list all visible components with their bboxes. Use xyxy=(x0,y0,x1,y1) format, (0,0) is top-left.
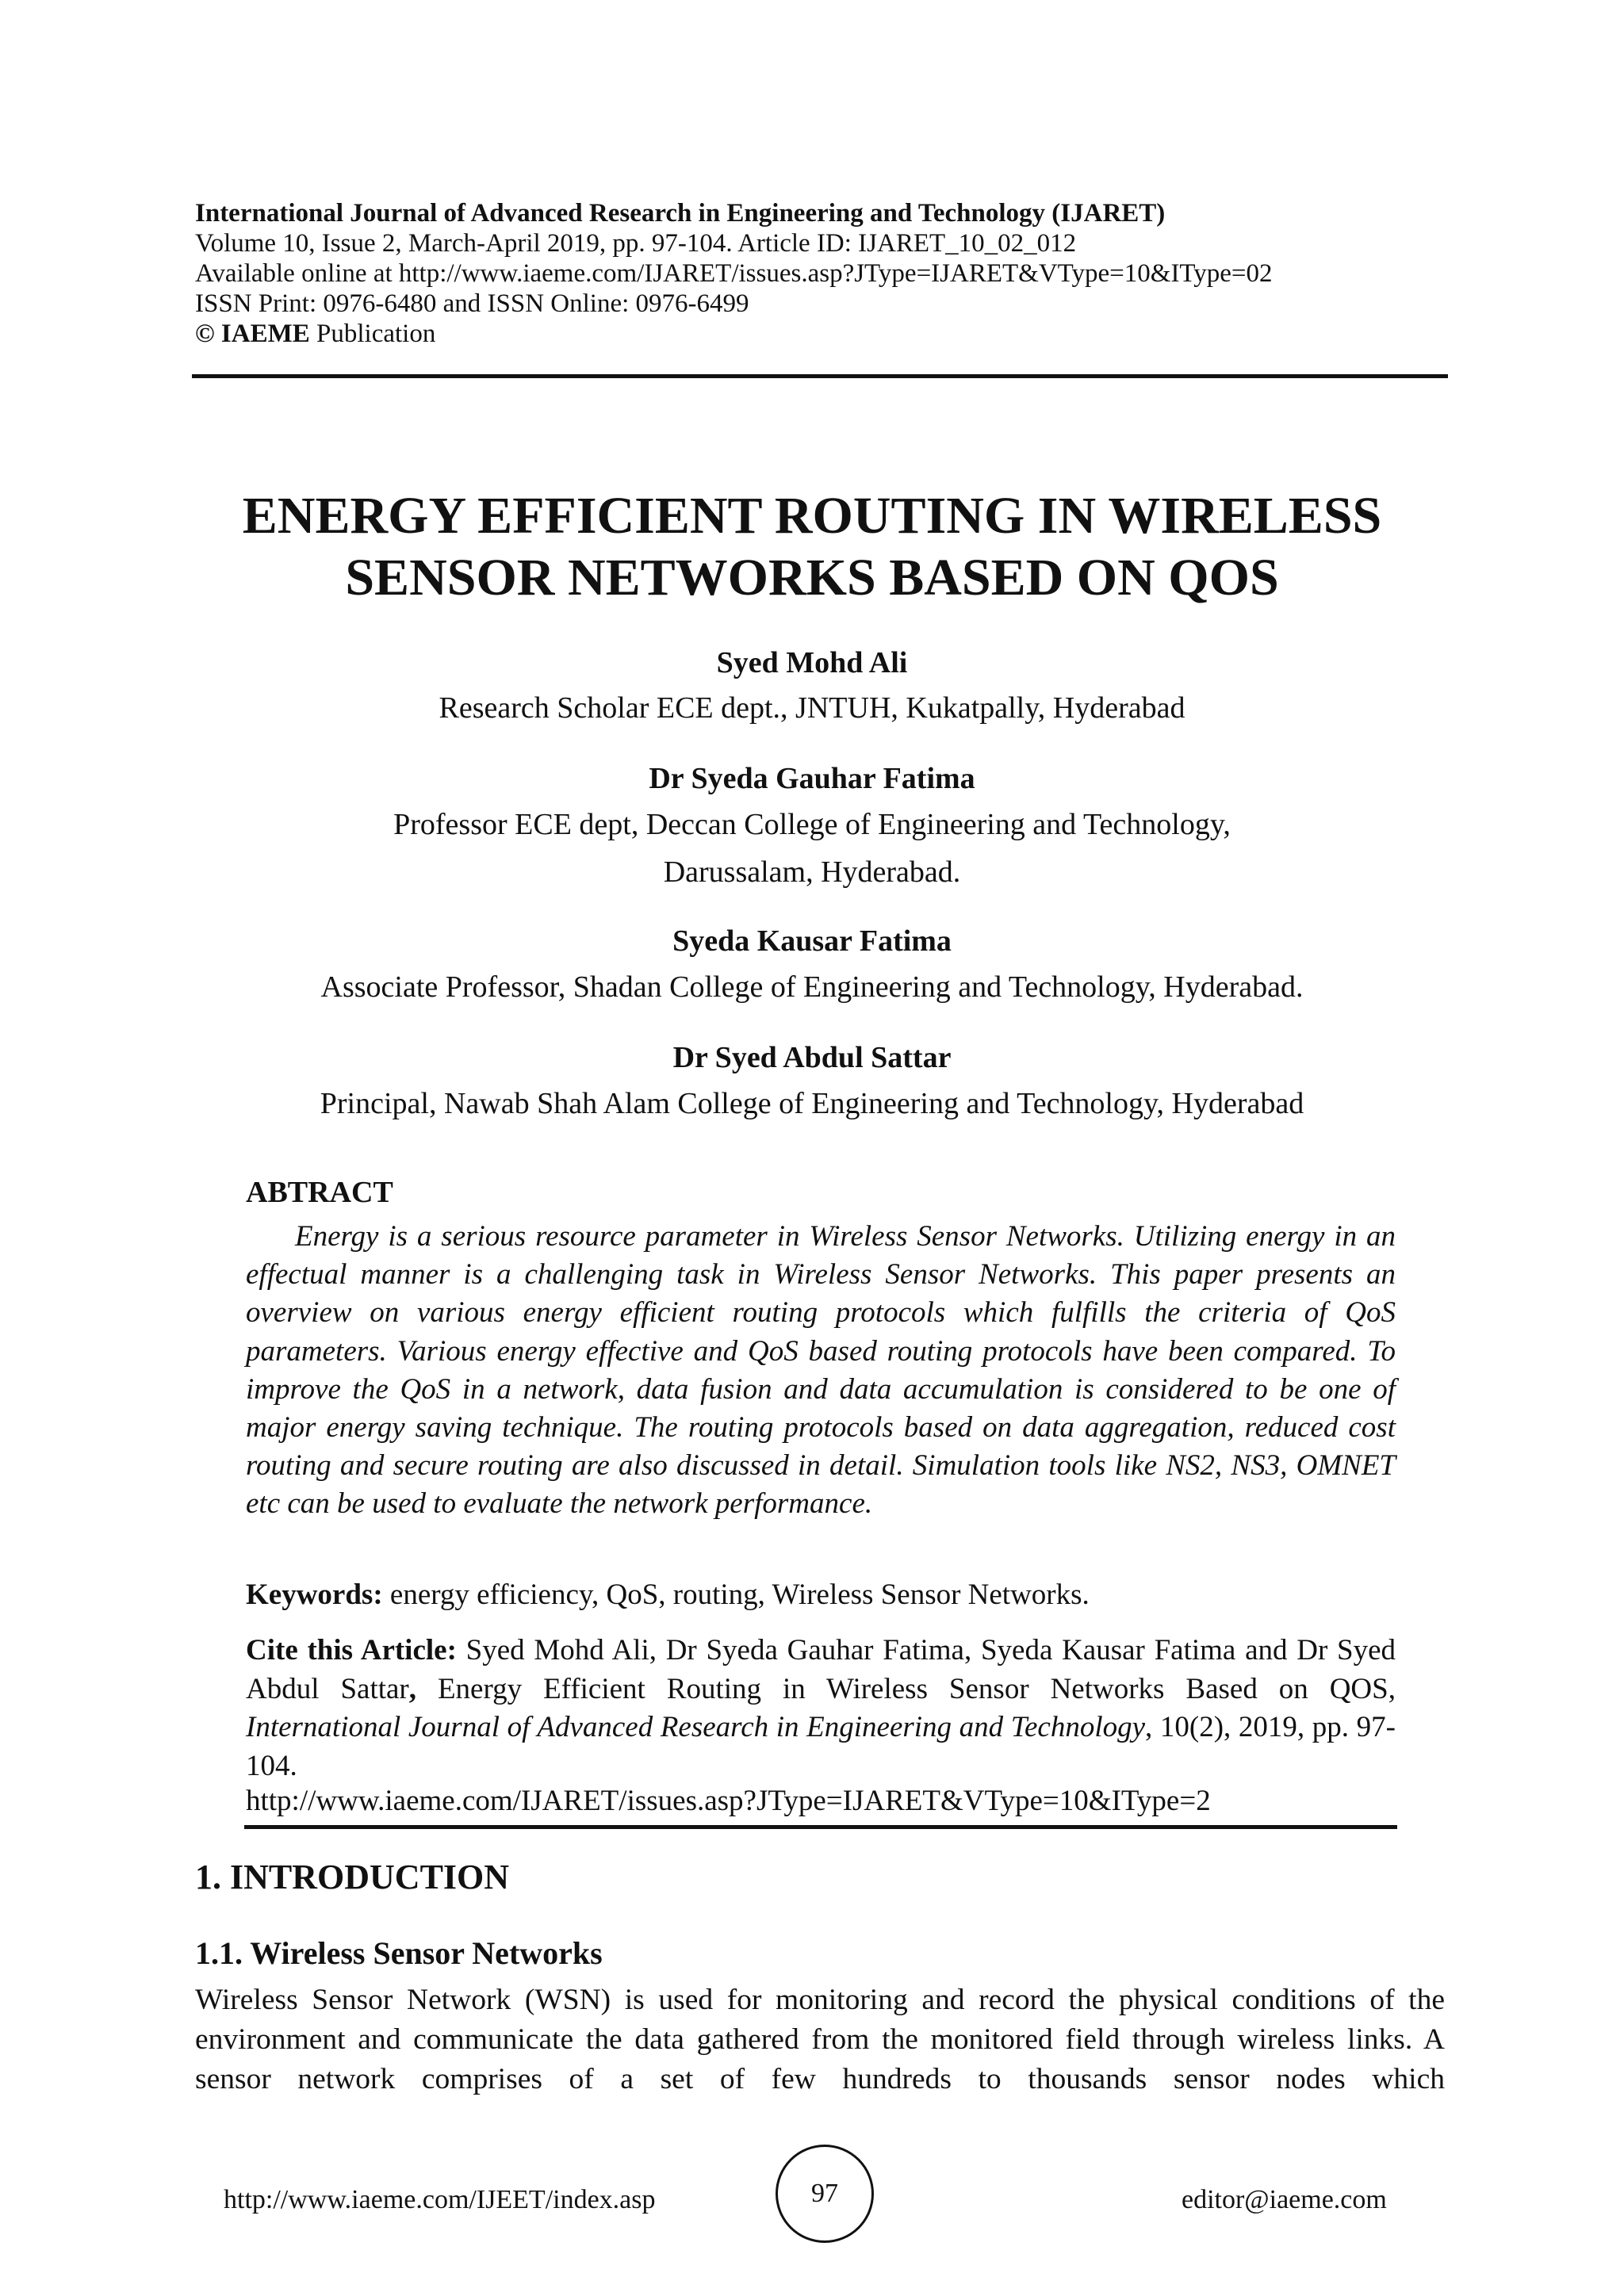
publisher-suffix: Publication xyxy=(309,320,436,348)
cite-comma: , xyxy=(408,1672,416,1705)
copyright-symbol: © xyxy=(195,320,215,348)
keywords-label: Keywords: xyxy=(246,1578,383,1611)
cite-authors: Syed Mohd Ali, Dr Syeda Gauhar Fatima, Syeda Kausar Fatima and Dr Syed Abdul Sattar xyxy=(246,1634,1396,1705)
author-name-2: Dr Syeda Gauhar Fatima xyxy=(649,762,975,795)
paper-title xyxy=(159,485,1465,609)
page-number: 97 xyxy=(811,2179,838,2208)
abstract-heading: ABTRACT xyxy=(246,1176,393,1209)
cite-details: , 10(2), 2019, pp. 97-104. xyxy=(246,1711,1396,1782)
footer-email-link[interactable]: editor@iaeme.com xyxy=(1182,2185,1387,2214)
abstract-body: Energy is a serious resource parameter in Wireless Sensor Networks. Utilizing energy in an effectual manner is a challenging task in Wireless Sensor Networks. This paper presents an overview on various energy efficient routing protocols which fulfills the criteria of QoS parameters. Various energy effective and QoS based routing protocols have been compared. To improve the QoS in a network, data fusion and data accumulation is considered to be one of major energy saving technique. The routing protocols based on data aggregation, reduced cost routing and secure routing are also discussed in detail. Simulation tools like NS2, NS3, OMNET etc can be used to evaluate the network performance. xyxy=(246,1220,1396,1521)
header-divider xyxy=(192,374,1448,378)
author-affiliation-2b: Darussalam, Hyderabad. xyxy=(663,855,961,889)
cite-title: Energy Efficient Routing in Wireless Sensor Networks Based on QOS, xyxy=(416,1672,1396,1705)
available-online-line[interactable]: Available online at http://www.iaeme.com/IJARET/issues.asp?JType=IJARET&VType=10&IType=02 xyxy=(195,259,1273,288)
title-line-1: ENERGY EFFICIENT ROUTING IN WIRELESS xyxy=(242,487,1382,545)
section-heading-introduction: 1. INTRODUCTION xyxy=(195,1858,510,1896)
introduction-body: Wireless Sensor Network (WSN) is used for monitoring and record the physical conditions of the environment and communicate the data gathered from the monitored field through wireless links. A sensor network comprises of a set of few hundreds to thousands sensor nodes which xyxy=(195,1984,1445,2095)
volume-line: Volume 10, Issue 2, March-April 2019, pp. 97-104. Article ID: IJARET_10_02_012 xyxy=(195,229,1077,258)
author-affiliation-1: Research Scholar ECE dept., JNTUH, Kukatpally, Hyderabad xyxy=(439,691,1185,725)
keywords-text: energy efficiency, QoS, routing, Wireless Sensor Networks. xyxy=(382,1578,1090,1611)
author-name-4: Dr Syed Abdul Sattar xyxy=(672,1041,952,1074)
issn-line: ISSN Print: 0976-6480 and ISSN Online: 0976-6499 xyxy=(195,289,749,318)
publisher-line xyxy=(195,319,1448,349)
author-name-3: Syeda Kausar Fatima xyxy=(672,924,952,958)
author-affiliation-3: Associate Professor, Shadan College of Engineering and Technology, Hyderabad. xyxy=(320,970,1304,1004)
citation-divider xyxy=(244,1825,1397,1829)
author-affiliation-2a: Professor ECE dept, Deccan College of Engineering and Technology, xyxy=(393,808,1231,841)
cite-journal: International Journal of Advanced Research in Engineering and Technology xyxy=(246,1711,1146,1743)
publisher-name: IAEME xyxy=(220,320,310,348)
author-affiliation-4: Principal, Nawab Shah Alam College of Engineering and Technology, Hyderabad xyxy=(320,1087,1304,1120)
journal-name: International Journal of Advanced Research in Engineering and Technology (IJARET) xyxy=(195,199,1166,228)
keywords xyxy=(246,1576,1396,1614)
cite-url-link[interactable]: http://www.iaeme.com/IJARET/issues.asp?JType=IJARET&VType=10&IType=2 xyxy=(246,1785,1211,1817)
subsection-heading-wsn: 1.1. Wireless Sensor Networks xyxy=(195,1935,603,1971)
citation-block xyxy=(246,1632,1396,1785)
author-name-1: Syed Mohd Ali xyxy=(716,646,908,679)
title-line-2: SENSOR NETWORKS BASED ON QOS xyxy=(345,549,1279,607)
footer-url-link[interactable]: http://www.iaeme.com/IJEET/index.asp xyxy=(224,2185,656,2214)
cite-label: Cite this Article: xyxy=(246,1634,457,1667)
page-number-badge xyxy=(776,2145,874,2243)
journal-header xyxy=(195,198,1448,349)
